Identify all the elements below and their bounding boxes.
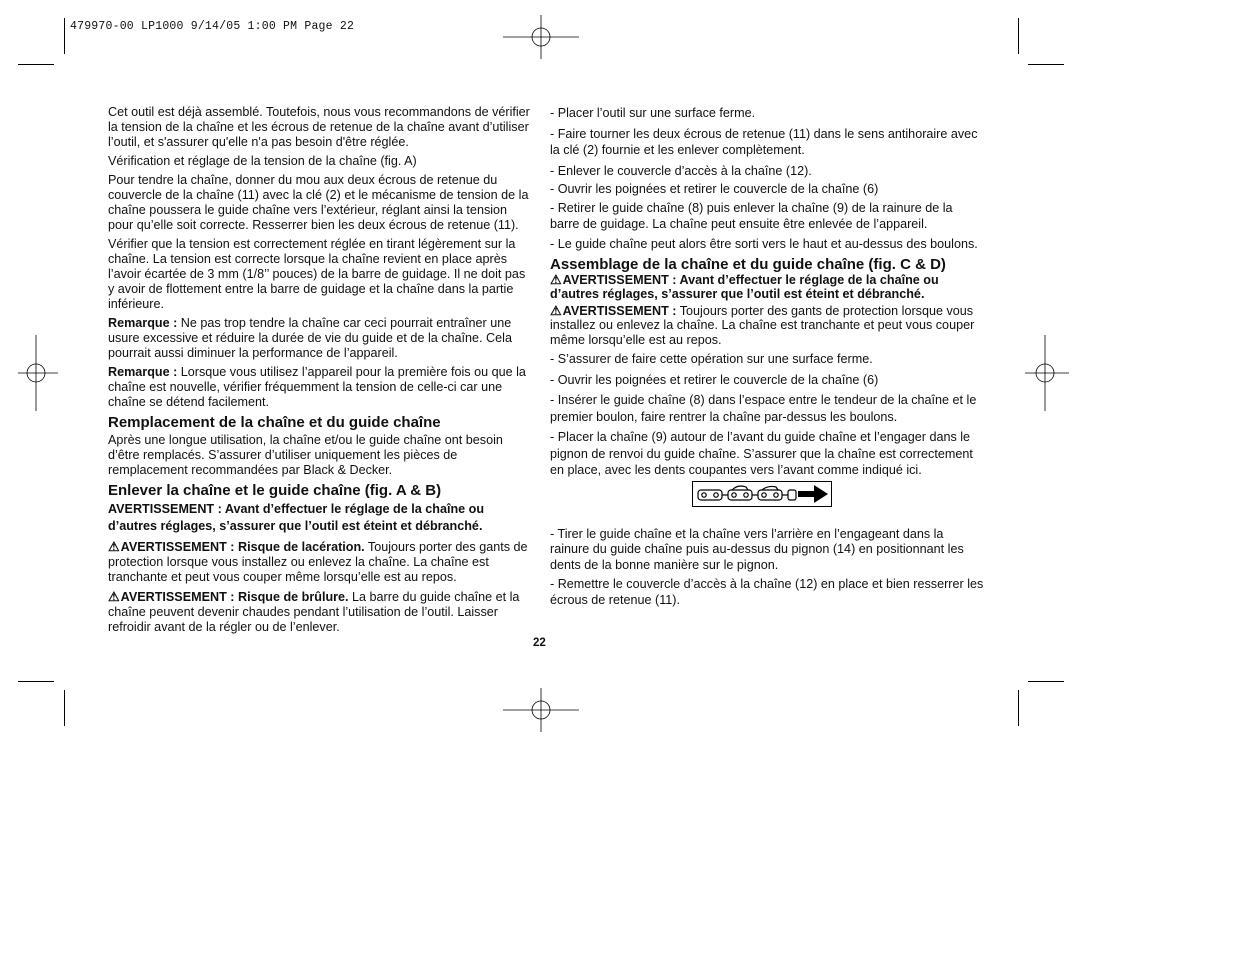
warning-triangle-icon: ⚠ [108, 539, 120, 554]
left-column [108, 105, 533, 639]
remark-1 [108, 316, 533, 361]
warning-label: AVERTISSEMENT : Risque de lacération. [120, 540, 365, 554]
warning-text: Toujours porter des gants de protection lorsque vous installez ou enlevez la chaîne. La chaîne est tranchante et peut vous couper même lorsqu’elle est au repos. [108, 540, 528, 584]
crop-mark [1028, 681, 1064, 682]
warning-text: AVERTISSEMENT : Avant d’effectuer le réglage de la chaîne ou d’autres réglages, s’assurer que l’outil est éteint et débranché. [550, 272, 939, 301]
intro-paragraph: Cet outil est déjà assemblé. Toutefois, nous vous recommandons de vérifier la tension de la chaîne et les écrous de retenue de la chaîne avant d’utiliser l’outil, et s'assurer qu'elle n'a pas besoin d'être réglée. [108, 105, 530, 149]
step-item: - Placer la chaîne (9) autour de l’avant du guide chaîne et l’engager dans le pignon de renvoi du guide chaîne. S’assurer que la chaîne est correctement en place, avec les dents coupantes vers l’avant comme indiqué ici. [550, 430, 973, 477]
crop-mark [1018, 690, 1019, 726]
step-item: - Remettre le couvercle d’accès à la chaîne (12) en place et bien resserrer les écrous de retenue (11). [550, 577, 984, 607]
replacement-paragraph: Après une longue utilisation, la chaîne et/ou le guide chaîne ont besoin d’être remplacés. S’assurer d’utiliser uniquement les pièces de remplacement recommandées par Black & Decker. [108, 433, 503, 477]
warning-text: La barre du guide chaîne et la chaîne peuvent devenir chaudes pendant l’utilisation de l’outil. Laisser refroidir avant de la régler ou de l’enlever. [108, 590, 520, 634]
warning-triangle-icon: ⚠ [550, 302, 562, 318]
remark-text: Ne pas trop tendre la chaîne car ceci pourrait entraîner une usure excessive et réduire la durée de vie du guide et de la chaîne. Cela pourrait aussi diminuer la performance de l’appareil. [108, 316, 512, 360]
step-item: - Ouvrir les poignées et retirer le couvercle de la chaîne (6) [550, 182, 879, 196]
step-item: - Le guide chaîne peut alors être sorti vers le haut et au-dessus des boulons. [550, 236, 978, 251]
registration-mark-icon [1025, 335, 1069, 411]
right-column [550, 105, 985, 612]
step-item: - Retirer le guide chaîne (8) puis enlever la chaîne (9) de la rainure de la barre de guidage. La chaîne peut ensuite être enlevée de l’appareil. [550, 200, 953, 231]
page-number: 22 [533, 637, 546, 649]
warning-power-off [550, 273, 985, 302]
step-item: - Placer l’outil sur une surface ferme. [550, 106, 756, 120]
registration-mark-icon [503, 688, 579, 732]
section-heading-removal: Enlever la chaîne et le guide chaîne (fig. A & B) [108, 482, 442, 499]
registration-mark-icon [18, 335, 58, 411]
chain-direction-icon [692, 481, 832, 507]
tension-paragraph: Pour tendre la chaîne, donner du mou aux deux écrous de retenue du couvercle de la chaîne (11) avec la clé (2) et le mécanisme de tension de la chaîne poussera le guide chaîne vers l’extérieur, réglant ainsi la tension pour qu’elle soit correcte. Resserrer bien les deux écrous de retenue (11). [108, 173, 529, 232]
remark-2 [108, 365, 533, 410]
warning-gloves [550, 304, 985, 348]
step-item: - S’assurer de faire cette opération sur une surface ferme. [550, 352, 873, 366]
crop-mark [64, 18, 65, 54]
warning-label: AVERTISSEMENT : [562, 303, 677, 318]
remark-text: Lorsque vous utilisez l’appareil pour la première fois ou que la chaîne est nouvelle, vérifier fréquemment la tension de celle-ci car une chaîne se détend facilement. [108, 365, 526, 409]
step-item: - Enlever le couvercle d’accès à la chaîne (12). [550, 163, 812, 178]
remark-label: Remarque : [108, 316, 178, 330]
tension-check-paragraph: Vérifier que la tension est correctement réglée en tirant légèrement sur la chaîne. La tension est correcte lorsque la chaîne revient en place après l’avoir écartée de 3 mm (1/8’’ pouces) de la barre de guidage. Il ne doit pas y avoir de flottement entre la barre de guidage et la chaîne dans la partie inférieure. [108, 237, 526, 311]
crop-mark [18, 64, 54, 65]
crop-mark [1018, 18, 1019, 54]
remark-label: Remarque : [108, 365, 178, 379]
print-slug: 479970-00 LP1000 9/14/05 1:00 PM Page 22 [70, 20, 355, 33]
warning-label: AVERTISSEMENT : Risque de brûlure. [120, 590, 349, 604]
step-item: - Ouvrir les poignées et retirer le couvercle de la chaîne (6) [550, 372, 879, 387]
registration-mark-icon [503, 15, 579, 59]
warning-laceration [108, 539, 533, 585]
warning-triangle-icon: ⚠ [550, 271, 562, 287]
step-item: - Insérer le guide chaîne (8) dans l’espace entre le tendeur de la chaîne et le premier boulon, faire rentrer la chaîne par-dessus les boulons. [550, 393, 977, 424]
crop-mark [1028, 64, 1064, 65]
warning-text: Toujours porter des gants de protection lorsque vous installez ou enlevez la chaîne. La chaîne est tranchante et peut vous couper même lorsqu’elle est au repos. [550, 303, 975, 347]
warning-power-off: AVERTISSEMENT : Avant d’effectuer le réglage de la chaîne ou d’autres réglages, s’assurer que l’outil est éteint et débranché. [108, 502, 485, 533]
warning-burn [108, 589, 533, 635]
step-item: - Tirer le guide chaîne et la chaîne vers l’arrière en l’engageant dans la rainure du guide chaîne puis au-dessus du pignon (14) en positionnant les dents de la bonne manière sur le pignon. [550, 526, 964, 572]
warning-triangle-icon: ⚠ [108, 589, 120, 604]
step-item: - Faire tourner les deux écrous de retenue (11) dans le sens antihoraire avec la clé (2) fournie et les enlever complètement. [550, 126, 978, 157]
crop-mark [18, 681, 54, 682]
crop-mark [64, 690, 65, 726]
section-heading-assembly: Assemblage de la chaîne et du guide chaîne (fig. C & D) [550, 255, 946, 273]
section-heading-replacement: Remplacement de la chaîne et du guide chaîne [108, 414, 441, 431]
tension-subtitle: Vérification et réglage de la tension de la chaîne (fig. A) [108, 154, 417, 168]
